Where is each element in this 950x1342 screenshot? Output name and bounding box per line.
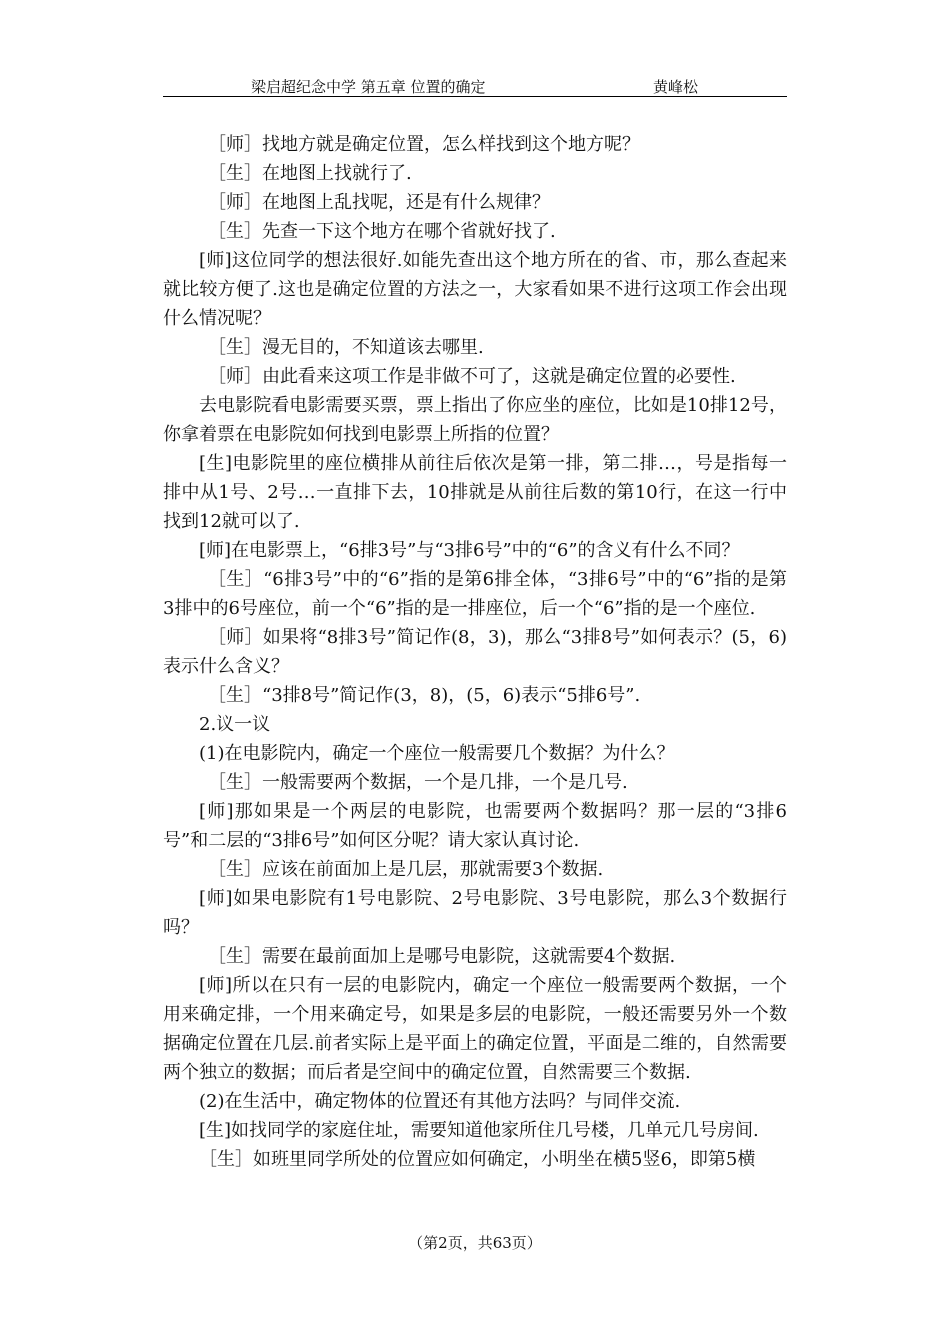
paragraph: ［生］一般需要两个数据，一个是几排，一个是几号.	[208, 772, 628, 793]
paragraph: 去电影院看电影需要买票，票上指出了你应坐的座位，比如是10排12号，你拿着票在电影院如何找到电影票上所指的位置？	[163, 395, 787, 445]
paragraph: ［生］在地图上找就行了.	[208, 163, 412, 184]
paragraph: [生]如找同学的家庭住址，需要知道他家所住几号楼，几单元几号房间.	[199, 1120, 759, 1141]
paragraph: [师]在电影票上，“6排3号”与“3排6号”中的“6”的含义有什么不同？	[199, 540, 740, 561]
paragraph: ［生］“6排3号”中的“6”指的是第6排全体，“3排6号”中的“6”指的是第3排中的6号座位，前一个“6”指的是一排座位，后一个“6”指的是一个座位.	[163, 569, 787, 619]
paragraph: ［师］由此看来这项工作是非做不可了，这就是确定位置的必要性.	[208, 366, 736, 387]
paragraph: ［师］如果将“8排3号”简记作(8，3)，那么“3排8号”如何表示？(5，6)表示什么含义？	[163, 627, 787, 677]
paragraph: [师]如果电影院有1号电影院、2号电影院、3号电影院，那么3个数据行吗？	[163, 888, 787, 938]
paragraph: 2.议一议	[199, 714, 271, 735]
paragraph: ［师］找地方就是确定位置，怎么样找到这个地方呢？	[208, 134, 640, 155]
paragraph: ［师］在地图上乱找呢，还是有什么规律？	[208, 192, 550, 213]
page-footer: （第2页，共63页）	[408, 1234, 542, 1252]
paragraph: ［生］需要在最前面加上是哪号电影院，这就需要4个数据.	[208, 946, 676, 967]
paragraph: (1)在电影院内，确定一个座位一般需要几个数据？为什么？	[199, 743, 675, 764]
paragraph: (2)在生活中，确定物体的位置还有其他方法吗？与同伴交流.	[199, 1091, 681, 1112]
paragraph: [师]那如果是一个两层的电影院，也需要两个数据吗？那一层的“3排6号”和二层的“3排6号”如何区分呢？请大家认真讨论.	[163, 801, 787, 851]
header-title: 梁启超纪念中学 第五章 位置的确定	[251, 78, 486, 96]
paragraph: ［生］应该在前面加上是几层，那就需要3个数据.	[208, 859, 604, 880]
paragraph: [师]这位同学的想法很好.如能先查出这个地方所在的省、市，那么查起来就比较方便了.这也是确定位置的方法之一，大家看如果不进行这项工作会出现什么情况呢？	[163, 250, 787, 329]
header-author: 黄峰松	[653, 78, 699, 96]
paragraph: ［生］如班里同学所处的位置应如何确定，小明坐在横5竖6，即第5横	[199, 1149, 756, 1170]
page-body	[163, 130, 787, 1174]
paragraph: ［生］先查一下这个地方在哪个省就好找了.	[208, 221, 556, 242]
paragraph: ［生］漫无目的，不知道该去哪里.	[208, 337, 484, 358]
paragraph: ［生］“3排8号”简记作(3，8)，(5，6)表示“5排6号”.	[208, 685, 641, 706]
page-header	[163, 74, 787, 97]
paragraph: [师]所以在只有一层的电影院内，确定一个座位一般需要两个数据，一个用来确定排，一个用来确定号，如果是多层的电影院，一般还需要另外一个数据确定位置在几层.前者实际上是平面上的确定位置，平面是二维的，自然需要两个独立的数据；而后者是空间中的确定位置，自然需要三个数据.	[163, 975, 787, 1083]
paragraph: [生]电影院里的座位横排从前往后依次是第一排，第二排…，号是指每一排中从1号、2号…一直排下去，10排就是从前往后数的第10行，在这一行中找到12就可以了.	[163, 453, 787, 532]
